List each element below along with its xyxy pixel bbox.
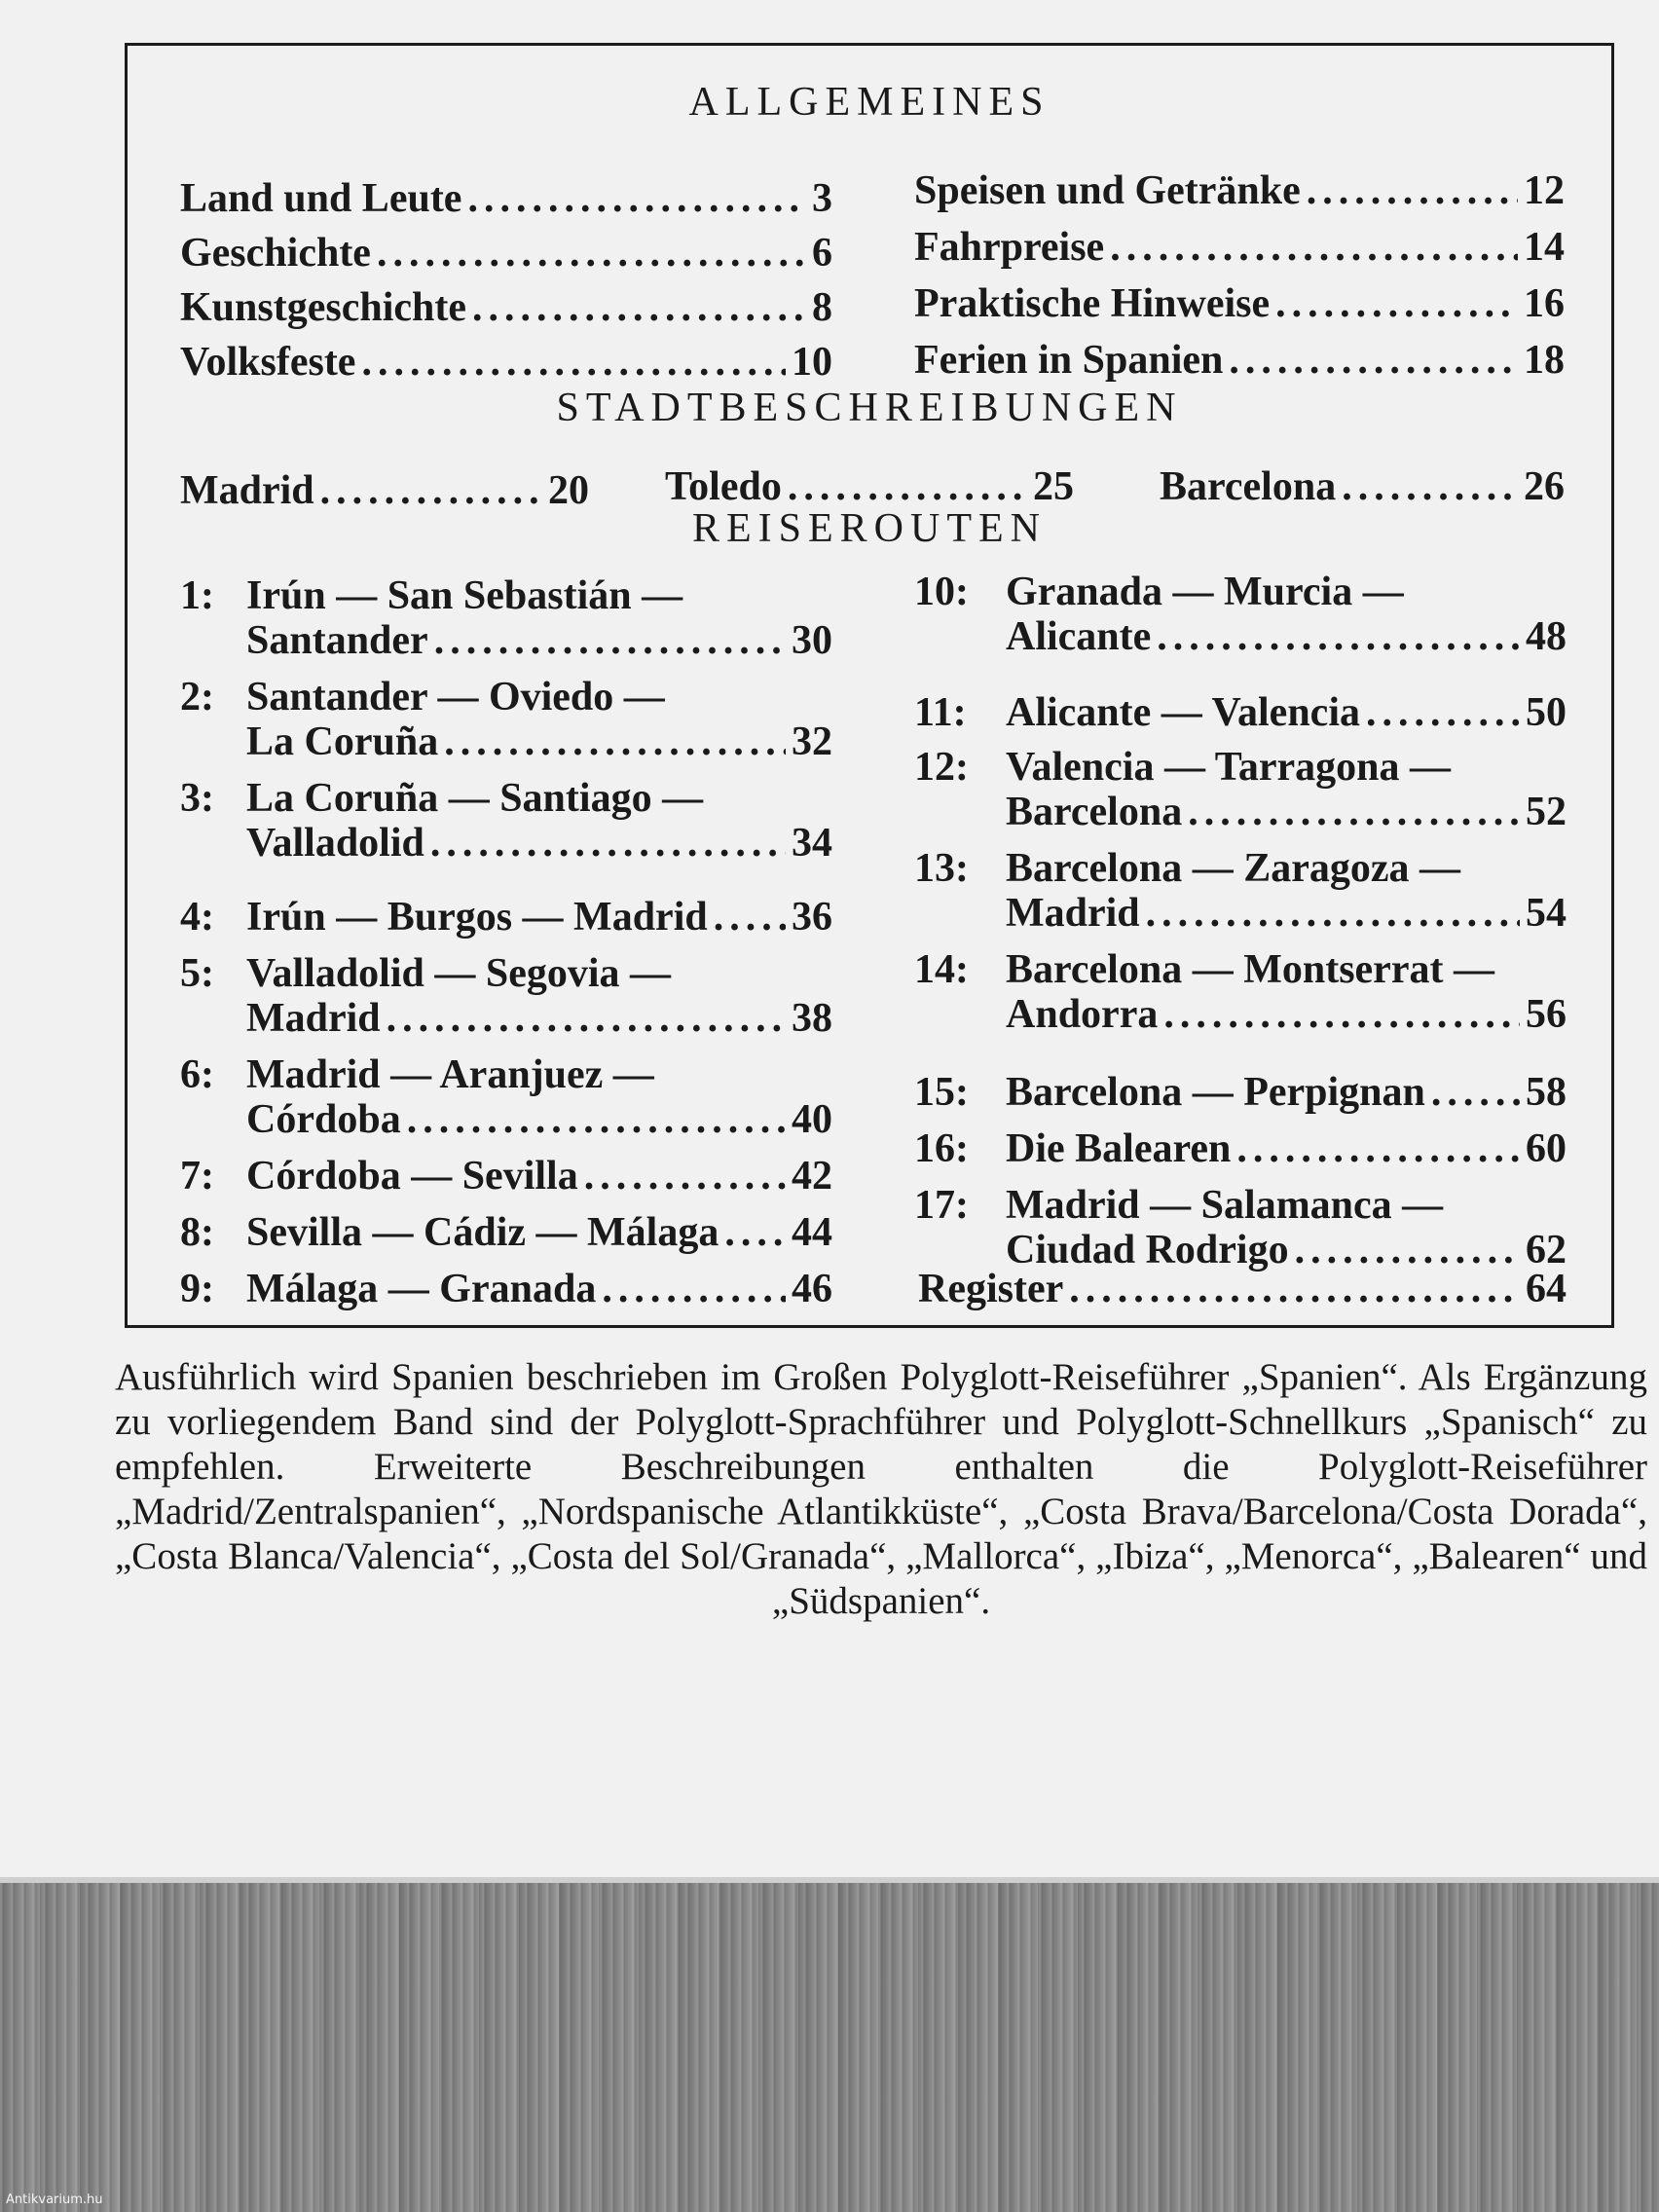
route-entry[interactable]: 7: Córdoba — Sevilla ..... 42	[180, 1154, 832, 1198]
toc-entry[interactable]: Volksfeste ..... 10	[180, 340, 832, 385]
route-entry[interactable]: 11: Alicante — Valencia ..... 50	[914, 690, 1567, 735]
route-entry[interactable]: 9: Málaga — Granada ..... 46	[180, 1267, 832, 1311]
route-entry[interactable]: 1: Irún — San Sebastián — Santander ..... 30	[180, 573, 832, 663]
toc-entry[interactable]: Barcelona ..... 26	[1160, 464, 1565, 509]
reference-note: Ausführlich wird Spanien beschrieben im Großen Polyglott-Reiseführer „Spanien“. Als Ergänzung zu vorliegendem Band sind der Polyglott-Sprachführer und Polyglott-Schnellkurs „Spanisch“ zu empfehlen. Erweiterte Beschreibungen enthalten die Polyglott-Reiseführer „Madrid/Zentralspanien“, „Nordspanische Atlantikküste“, „Costa Brava/Barcelona/Costa Dorada“, „Costa Blanca/Valencia“, „Costa del Sol/Granada“, „Mallorca“, „Ibiza“, „Menorca“, „Balearen“ und „Südspanien“.	[115, 1356, 1647, 1622]
toc-entry[interactable]: Madrid ..... 20	[180, 468, 589, 513]
watermark: Antikvarium.hu	[6, 2193, 103, 2207]
toc-entry[interactable]: Praktische Hinweise ..... 16	[914, 281, 1565, 326]
route-entry[interactable]: 15: Barcelona — Perpignan ..... 58	[914, 1070, 1567, 1115]
section-heading-reiserouten: REISEROUTEN	[692, 506, 1047, 551]
toc-entry[interactable]: Kunstgeschichte ..... 8	[180, 285, 832, 330]
route-entry[interactable]: 12: Valencia — Tarragona — Barcelona ..... 52	[914, 745, 1567, 834]
route-entry[interactable]: 6: Madrid — Aranjuez — Córdoba ..... 40	[180, 1052, 832, 1142]
register-entry[interactable]: Register ..... 64	[918, 1267, 1567, 1311]
toc-entry[interactable]: Ferien in Spanien ..... 18	[914, 338, 1565, 383]
section-heading-allgemeines: ALLGEMEINES	[688, 80, 1051, 125]
toc-entry[interactable]: Geschichte ..... 6	[180, 231, 832, 276]
toc-entry[interactable]: Land und Leute ..... 3	[180, 176, 832, 221]
route-entry[interactable]: 10: Granada — Murcia — Alicante ..... 48	[914, 570, 1567, 659]
toc-entry[interactable]: Speisen und Getränke ..... 12	[914, 168, 1565, 213]
route-entry[interactable]: 8: Sevilla — Cádiz — Málaga ..... 44	[180, 1210, 832, 1255]
route-entry[interactable]: 3: La Coruña — Santiago — Valladolid ..... 34	[180, 776, 832, 866]
wood-background	[0, 1883, 1659, 2212]
section-heading-stadtbeschreibungen: STADTBESCHREIBUNGEN	[556, 386, 1183, 430]
route-entry[interactable]: 17: Madrid — Salamanca — Ciudad Rodrigo ..... 62	[914, 1183, 1567, 1272]
route-entry[interactable]: 13: Barcelona — Zaragoza — Madrid ..... 54	[914, 846, 1567, 936]
route-entry[interactable]: 16: Die Balearen ..... 60	[914, 1126, 1567, 1171]
route-entry[interactable]: 4: Irún — Burgos — Madrid ..... 36	[180, 895, 832, 940]
route-entry[interactable]: 5: Valladolid — Segovia — Madrid ..... 38	[180, 951, 832, 1041]
table-of-contents	[125, 43, 1614, 1328]
toc-entry[interactable]: Fahrpreise ..... 14	[914, 225, 1565, 270]
route-entry[interactable]: 14: Barcelona — Montserrat — Andorra ..... 56	[914, 947, 1567, 1037]
route-entry[interactable]: 2: Santander — Oviedo — La Coruña ..... 32	[180, 675, 832, 764]
toc-entry[interactable]: Toledo ..... 25	[665, 464, 1074, 509]
